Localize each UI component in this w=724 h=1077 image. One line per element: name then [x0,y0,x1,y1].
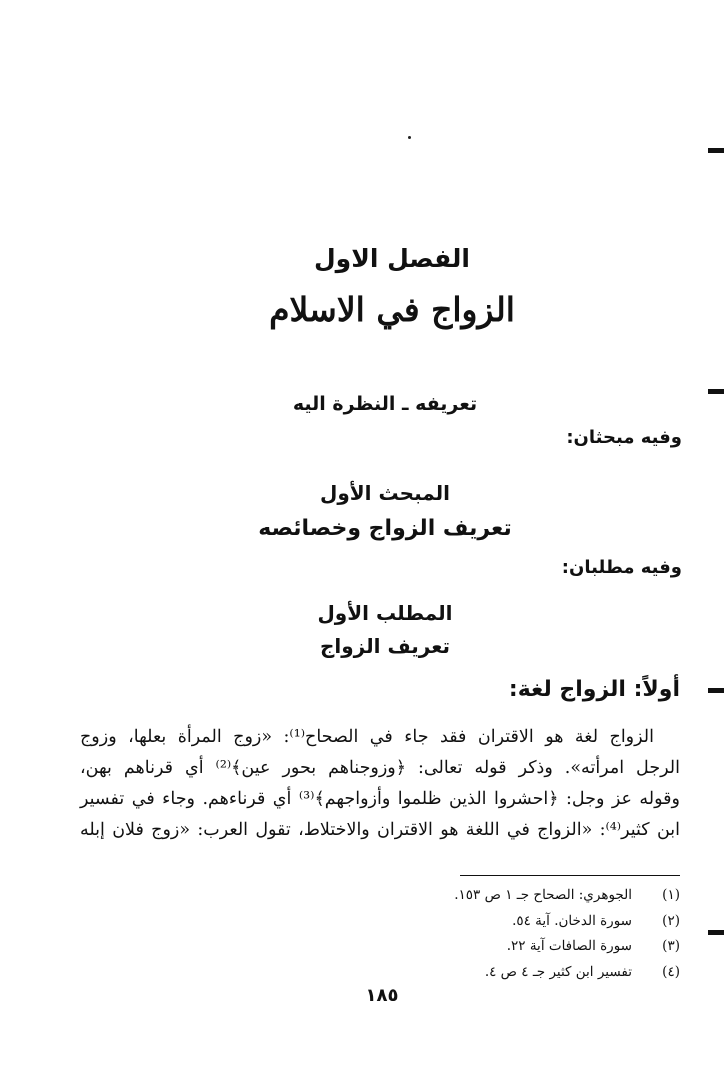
margin-mark [708,930,724,935]
intro-two-subsections: وفيه مطلبان: [561,557,682,578]
footnote-item [320,909,680,935]
section-label: المبحث الأول [319,481,451,505]
footnote-separator [460,875,680,876]
footnote-text: سورة الصافات آية ٢٢. [506,938,632,954]
footnote-item [320,934,680,960]
intro-two-sections: وفيه مبحثان: [566,427,682,448]
footnote-number: (٣) [662,938,680,954]
subsection-label: المطلب الأول [317,601,453,625]
chapter-label: الفصل الاول [313,244,471,273]
footnote-text: تفسير ابن كثير جـ ٤ ص ٤. [484,963,632,980]
footnote-number: (٤) [662,963,680,980]
footnotes-list [320,883,680,985]
heading-linguistic-definition: أولاً: الزواج لغة: [508,677,680,702]
footnote-number: (١) [662,887,680,903]
margin-mark [708,148,724,153]
subsection-title: تعريف الزواج [319,634,451,658]
body-paragraph [80,722,680,846]
margin-mark [708,688,724,693]
page-number: ١٨٥ [365,985,399,1006]
paragraph-line: الرجل امرأته». وذكر قوله تعالى: ﴿وزوجناهم بحور عين﴾⁽²⁾ أي قرناهم بهن، [80,758,680,778]
paragraph-line: ابن كثير⁽⁴⁾: «الزواج في اللغة هو الاقتران والاختلاط، تقول العرب: «زوج فلان إبله [80,820,680,840]
chapter-subtitle: تعريفه ـ النظرة اليه [292,393,478,415]
speck-mark [408,136,411,139]
footnote-text: الجوهري: الصحاح جـ ١ ص ١٥٣. [454,887,632,903]
footnote-item [320,883,680,909]
footnote-item [320,960,680,986]
footnote-number: (٢) [662,912,680,929]
section-title: تعريف الزواج وخصائصه [258,516,512,541]
paragraph-line: الزواج لغة هو الاقتران فقد جاء في الصحاح⁽¹⁾: «زوج المرأة بعلها، وزوج [80,727,654,747]
paragraph-line: وقوله عز وجل: ﴿احشروا الذين ظلموا وأزواجهم﴾⁽³⁾ أي قرناءهم. وجاء في تفسير [80,789,680,809]
footnote-text: سورة الدخان. آية ٥٤. [512,912,632,929]
chapter-title: الزواج في الاسلام [269,290,515,329]
